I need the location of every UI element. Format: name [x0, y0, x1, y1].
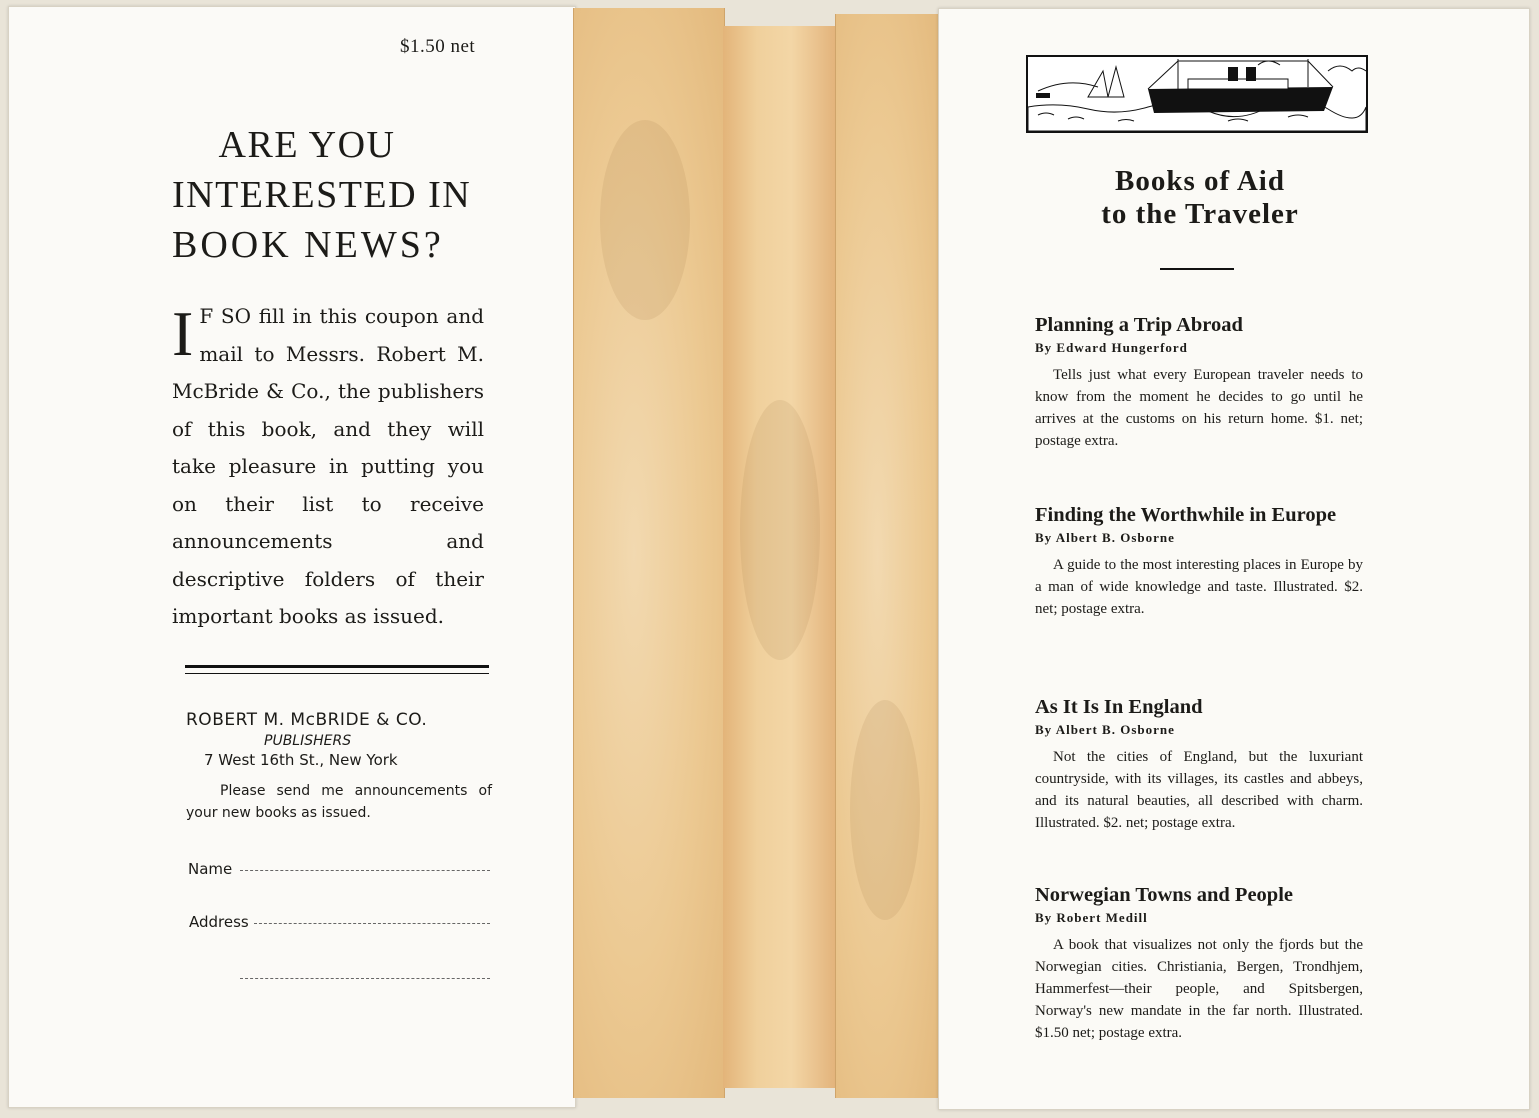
- address-field-line-2[interactable]: [240, 978, 490, 979]
- headline-line-3: BOOK NEWS?: [172, 224, 444, 266]
- book-author: By Albert B. Osborne: [1035, 722, 1175, 737]
- coupon-intro: [172, 298, 484, 636]
- headline: [172, 120, 482, 270]
- title-divider: [1160, 268, 1234, 270]
- name-field-label: Name: [188, 860, 233, 878]
- book-author: By Albert B. Osborne: [1035, 530, 1175, 545]
- title-line-1: Books of Aid: [1115, 165, 1285, 197]
- publishers-label: PUBLISHERS: [264, 733, 352, 749]
- book-author: By Robert Medill: [1035, 910, 1148, 925]
- address-field-label: Address: [189, 913, 249, 931]
- request-text: Please send me announcements of your new books as issued.: [186, 783, 492, 821]
- address-field-line-1[interactable]: [254, 923, 490, 924]
- age-stain: [850, 700, 920, 920]
- book-entry: [1035, 312, 1363, 452]
- price-label: $1.50 net: [400, 36, 476, 57]
- book-author: By Edward Hungerford: [1035, 340, 1188, 355]
- book-title: As It Is In England: [1035, 696, 1203, 718]
- book-title: Planning a Trip Abroad: [1035, 314, 1243, 336]
- book-description: Not the cities of England, but the luxuriant countryside, with its villages, its castles and abbeys, and its natural beauties, all described with charm. Illustrated. $2. net; postage extra.: [1035, 749, 1363, 831]
- name-field-line[interactable]: [240, 870, 490, 871]
- book-description: A guide to the most interesting places in Europe by a man of wide knowledge and taste. Illustrated. $2. net; postage extra.: [1035, 557, 1363, 617]
- publisher-address: 7 West 16th St., New York: [204, 751, 398, 769]
- book-title: Norwegian Towns and People: [1035, 884, 1294, 906]
- front-cover-panel: [835, 14, 941, 1098]
- headline-line-2: INTERESTED IN: [172, 174, 472, 216]
- book-description: A book that visualizes not only the fjords but the Norwegian cities. Christiania, Bergen, Trondhjem, Hammerfest—their people, and Spitsbergen, Norway's new mandate in the far north. Illustrated. $1.50 net; postage extra.: [1035, 937, 1363, 1041]
- right-flap-title: [1040, 165, 1360, 231]
- book-entry: [1035, 694, 1363, 834]
- headline-line-1: ARE YOU: [218, 124, 396, 166]
- steamship-illustration: [1026, 55, 1368, 133]
- ship-icon: [1028, 57, 1366, 131]
- double-rule-thin: [185, 673, 489, 674]
- book-description: Tells just what every European traveler needs to know from the moment he decides to go until he arrives at the customs on his return home. $1. net; postage extra.: [1035, 367, 1363, 449]
- book-entry: [1035, 882, 1363, 1044]
- book-entry: [1035, 502, 1363, 620]
- coupon-intro-text: F SO fill in this coupon and mail to Messrs. Robert M. McBride & Co., the publishers of this book, and they will take pleasure in putting you on their list to receive announcements and descriptive folders of their important books as issued.: [172, 304, 484, 628]
- book-title: Finding the Worthwhile in Europe: [1035, 504, 1337, 526]
- drop-cap: I: [172, 298, 194, 369]
- title-line-2: to the Traveler: [1101, 198, 1299, 230]
- age-stain: [600, 120, 690, 320]
- publisher-name: ROBERT M. McBRIDE & CO.: [186, 710, 428, 730]
- double-rule-thick: [185, 665, 489, 668]
- age-stain: [740, 400, 820, 660]
